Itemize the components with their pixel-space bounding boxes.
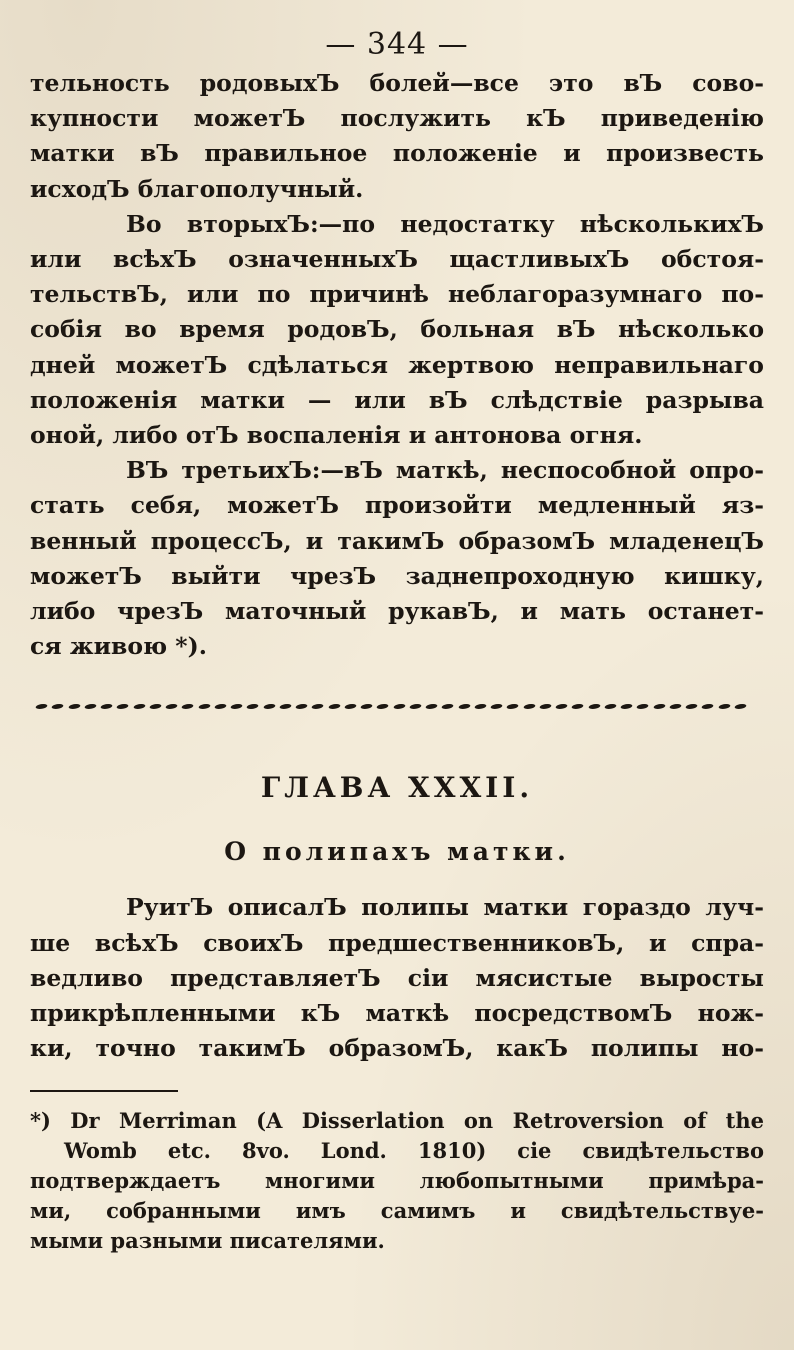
separator-dash xyxy=(635,704,650,709)
separator-dash xyxy=(700,704,715,709)
separator-dash xyxy=(34,704,49,709)
separator-dash xyxy=(50,704,65,709)
separator-dash xyxy=(213,704,228,709)
footnote-line: *) Dr Merriman (A Disserlation on Retroversion of the xyxy=(30,1108,764,1134)
separator-dash xyxy=(164,704,179,709)
text-line: матки вЪ правильное положеніе и произвесть xyxy=(30,139,764,168)
text-line: исходЪ благополучный. xyxy=(30,174,364,203)
separator-dash xyxy=(278,704,293,709)
decorative-separator xyxy=(36,700,746,712)
text-line: ки, точно такимЪ образомЪ, какЪ полипы но- xyxy=(30,1034,764,1063)
footnote-line: подтверждаетъ многими любопытными примѣра- xyxy=(30,1168,764,1194)
footnote-rule xyxy=(30,1090,178,1092)
text-line: венный процессЪ, и такимЪ образомЪ младенецЪ xyxy=(30,526,764,555)
chapter-subtitle: О полипахъ матки. xyxy=(224,837,570,867)
separator-dash xyxy=(538,704,553,709)
separator-dash xyxy=(733,704,748,709)
separator-dash xyxy=(343,704,358,709)
separator-dash xyxy=(148,704,163,709)
separator-dash xyxy=(457,704,472,709)
text-line: ВЪ третьихЪ:—вЪ маткѣ, неспособной опро- xyxy=(126,456,764,485)
text-line: Во вторыхЪ:—по недостатку нѣсколькихЪ xyxy=(126,209,764,238)
text-line: РуитЪ описалЪ полипы матки гораздо луч- xyxy=(126,893,764,922)
separator-dash xyxy=(570,704,585,709)
separator-dash xyxy=(197,704,212,709)
separator-dash xyxy=(489,704,504,709)
paragraph-secondly xyxy=(30,207,764,453)
paragraph-thirdly xyxy=(30,453,764,664)
separator-dash xyxy=(424,704,439,709)
separator-dash xyxy=(684,704,699,709)
text-line: ше всѣхЪ своихЪ предшественниковЪ, и спра- xyxy=(30,928,764,957)
text-line: оной, либо отЪ воспаленія и антонова огня. xyxy=(30,421,643,450)
paragraph-polyps xyxy=(30,890,764,1066)
separator-dash xyxy=(132,704,147,709)
chapter-title: ГЛАВА XXXII. xyxy=(260,771,534,805)
text-line: ведливо представляетЪ сіи мясистые выросты xyxy=(30,963,764,992)
separator-dash xyxy=(652,704,667,709)
text-line: либо чрезЪ маточный рукавЪ, и мать останет- xyxy=(30,597,764,626)
page-number: — 344 — xyxy=(325,27,469,62)
separator-dash xyxy=(99,704,114,709)
separator-dash xyxy=(505,704,520,709)
separator-dash xyxy=(392,704,407,709)
text-line: тельствЪ, или по причинѣ неблагоразумнаго по- xyxy=(30,280,764,309)
text-line: можетЪ выйти чрезЪ заднепроходную кишку, xyxy=(30,561,764,590)
separator-dash xyxy=(327,704,342,709)
footnote xyxy=(30,1106,764,1256)
separator-dash xyxy=(180,704,195,709)
text-line: прикрѣпленными кЪ маткѣ посредствомЪ нож- xyxy=(30,999,764,1028)
separator-dash xyxy=(229,704,244,709)
separator-dash xyxy=(603,704,618,709)
separator-dash xyxy=(440,704,455,709)
separator-dash xyxy=(587,704,602,709)
separator-dash xyxy=(245,704,260,709)
footnote-line: Womb etc. 8vo. Lond. 1810) сіе свидѣтельство xyxy=(64,1138,764,1164)
paragraph-continuation xyxy=(30,66,764,207)
text-line: ся живою *). xyxy=(30,632,207,661)
text-line: положенія матки — или вЪ слѣдствіе разрыва xyxy=(30,385,764,414)
separator-dash xyxy=(554,704,569,709)
separator-dash xyxy=(294,704,309,709)
text-line: тельность родовыхЪ болей—все это вЪ сово- xyxy=(30,69,764,97)
footnote-line: мыми разными писателями. xyxy=(30,1228,385,1254)
separator-dash xyxy=(522,704,537,709)
text-line: купности можетЪ послужить кЪ приведенію xyxy=(30,104,764,133)
separator-dash xyxy=(375,704,390,709)
text-line: дней можетЪ сдѣлаться жертвою неправильнаго xyxy=(30,350,764,379)
separator-dash xyxy=(619,704,634,709)
separator-dash xyxy=(67,704,82,709)
separator-dash xyxy=(668,704,683,709)
separator-dash xyxy=(359,704,374,709)
separator-dash xyxy=(115,704,130,709)
separator-dash xyxy=(717,704,732,709)
separator-dash xyxy=(473,704,488,709)
separator-dash xyxy=(83,704,98,709)
text-line: стать себя, можетЪ произойти медленный яз- xyxy=(30,491,764,520)
separator-dash xyxy=(262,704,277,709)
text-line: или всѣхЪ означенныхЪ щастливыхЪ обстоя- xyxy=(30,245,764,274)
separator-dash xyxy=(408,704,423,709)
separator-dash xyxy=(310,704,325,709)
footnote-line: ми, собранными имъ самимъ и свидѣтельствуе- xyxy=(30,1198,764,1224)
text-line: собія во время родовЪ, больная вЪ нѣсколько xyxy=(30,315,764,344)
